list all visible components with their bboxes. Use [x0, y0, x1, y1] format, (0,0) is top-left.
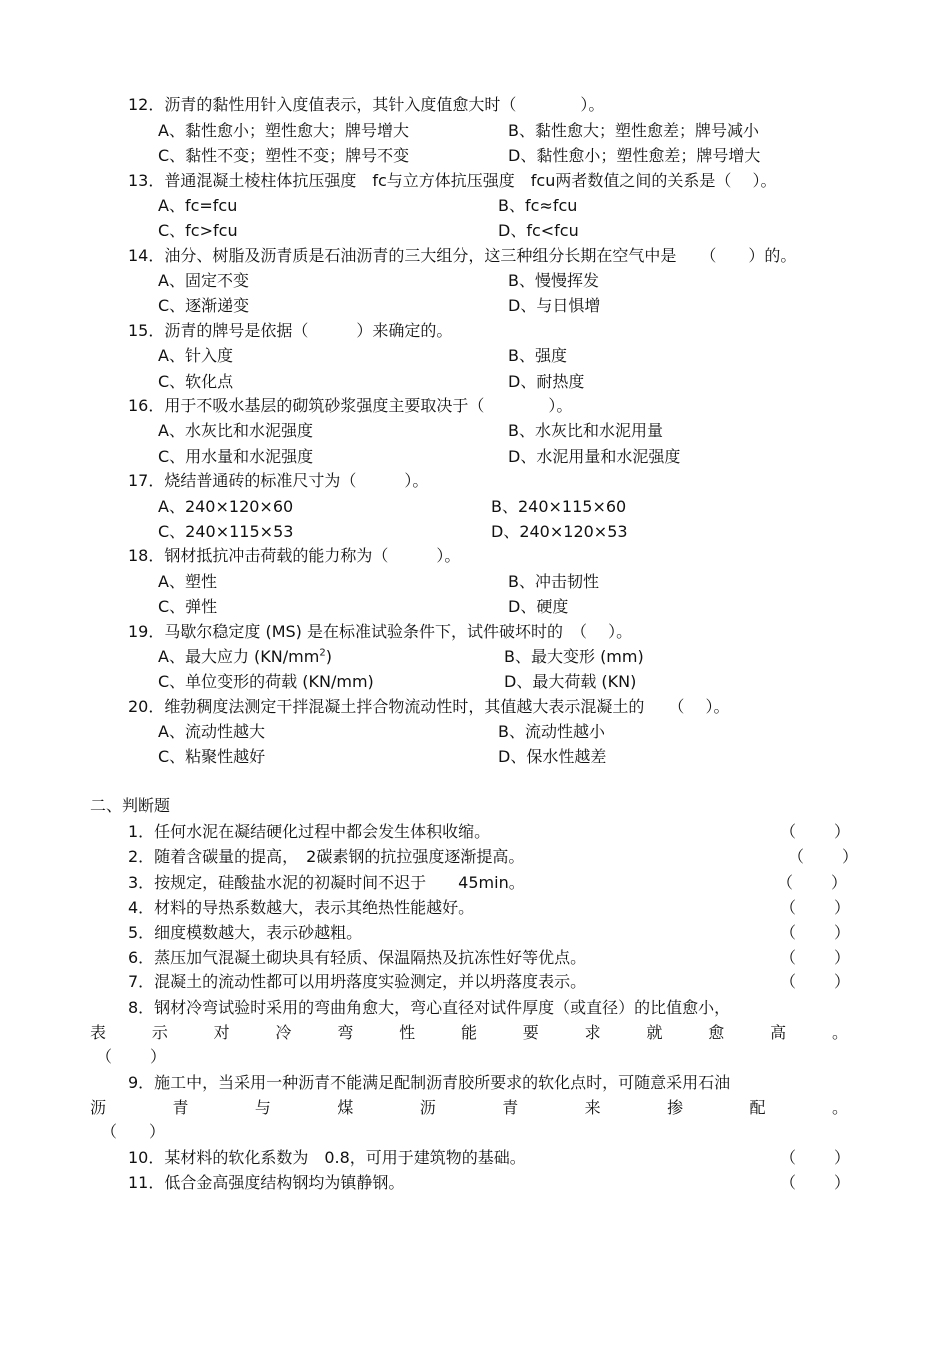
- judgment-9-char: 煤: [337, 1098, 354, 1117]
- question-12-option-d: D、黏性愈小；塑性愈差；牌号增大: [508, 146, 761, 165]
- question-16-option-d: D、水泥用量和水泥强度: [508, 447, 681, 466]
- judgment-5-text: 5．细度模数越大，表示砂越粗。: [128, 923, 363, 942]
- paren-close: ）: [833, 923, 850, 942]
- question-13-option-c: C、fc>fcu: [158, 221, 238, 240]
- judgment-9-char: 沥: [90, 1098, 107, 1117]
- paren-open: （: [96, 1047, 113, 1066]
- judgment-8-char: 高: [770, 1023, 787, 1042]
- judgment-9-char: 来: [584, 1098, 601, 1117]
- paren-close: ）: [833, 1148, 850, 1167]
- question-17-option-c: C、240×115×53: [158, 522, 294, 541]
- judgment-8-char: 性: [399, 1023, 416, 1042]
- question-16-option-a: A、水灰比和水泥强度: [158, 421, 313, 440]
- judgment-1-text: 1．任何水泥在凝结硬化过程中都会发生体积收缩。: [128, 822, 491, 841]
- question-18-option-a: A、塑性: [158, 572, 217, 591]
- question-13-option-d: D、fc<fcu: [498, 221, 579, 240]
- judgment-9-char: 。: [831, 1098, 848, 1117]
- judgment-8-char: 弯: [337, 1023, 354, 1042]
- paren-close: ）: [833, 898, 850, 917]
- question-12-option-b: B、黏性愈大；塑性愈差；牌号减小: [508, 121, 759, 140]
- judgment-8-line-1: 8．钢材冷弯试验时采用的弯曲角愈大，弯心直径对试件厚度（或直径）的比值愈小，: [128, 998, 731, 1017]
- question-15-option-c: C、软化点: [158, 372, 234, 391]
- paren-close: ）: [148, 1122, 165, 1141]
- question-18-option-c: C、弹性: [158, 597, 218, 616]
- question-17-option-b: B、240×115×60: [491, 497, 627, 516]
- paren-close: ）: [149, 1047, 166, 1066]
- paren-open: （: [780, 972, 797, 991]
- judgment-6-text: 6．蒸压加气混凝土砌块具有轻质、保温隔热及抗冻性好等优点。: [128, 948, 587, 967]
- judgment-7-answer-blank: [780, 972, 850, 992]
- question-19-option-a-superscript: 2: [319, 647, 326, 659]
- question-19-option-a-text: A、最大应力 (KN/mm: [158, 647, 320, 666]
- judgment-9-answer-blank: [101, 1122, 165, 1142]
- question-15-option-d: D、耐热度: [508, 372, 585, 391]
- question-13-option-a: A、fc=fcu: [158, 196, 238, 215]
- paren-close: ）: [830, 873, 847, 892]
- question-16-option-b: B、水灰比和水泥用量: [508, 421, 663, 440]
- question-20-option-a: A、流动性越大: [158, 722, 265, 741]
- question-18-option-d: D、硬度: [508, 597, 569, 616]
- question-14-option-c: C、逐渐递变: [158, 296, 250, 315]
- judgment-8-answer-blank: [96, 1047, 166, 1067]
- question-20-option-c: C、粘聚性越好: [158, 747, 266, 766]
- paren-open: （: [780, 1148, 797, 1167]
- judgment-9-char: 配: [749, 1098, 766, 1117]
- judgment-3-text: 3．按规定，硅酸盐水泥的初凝时间不迟于 45min。: [128, 873, 525, 892]
- question-12-option-c: C、黏性不变；塑性不变；牌号不变: [158, 146, 410, 165]
- judgment-8-char: 对: [213, 1023, 230, 1042]
- judgment-10-text: 10．某材料的软化系数为 0.8，可用于建筑物的基础。: [128, 1148, 526, 1167]
- question-19-option-b: B、最大变形 (mm): [504, 647, 644, 666]
- question-12-option-a: A、黏性愈小；塑性愈大；牌号增大: [158, 121, 409, 140]
- judgment-9-line-1: 9．施工中，当采用一种沥青不能满足配制沥青胶所要求的软化点时，可随意采用石油: [128, 1073, 731, 1092]
- judgment-6-answer-blank: [780, 948, 850, 968]
- judgment-1-answer-blank: [780, 822, 850, 842]
- question-19-option-a-tail: ): [325, 647, 332, 666]
- question-15-option-b: B、强度: [508, 346, 567, 365]
- question-12-stem: 12．沥青的黏性用针入度值表示，其针入度值愈大时（ ）。: [128, 95, 605, 114]
- question-19-stem: 19．马歇尔稳定度 (MS) 是在标准试验条件下，试件破坏时的 （ ）。: [128, 622, 633, 641]
- judgment-2-answer-blank: [788, 847, 858, 867]
- paren-open: （: [780, 898, 797, 917]
- judgment-11-text: 11．低合金高强度结构钢均为镇静钢。: [128, 1173, 405, 1192]
- judgment-10-answer-blank: [780, 1148, 850, 1168]
- question-19-option-a: [158, 647, 332, 667]
- paren-open: （: [780, 822, 797, 841]
- judgment-9-char: 青: [172, 1098, 189, 1117]
- question-16-stem: 16．用于不吸水基层的砌筑砂浆强度主要取决于（ ）。: [128, 396, 573, 415]
- question-18-option-b: B、冲击韧性: [508, 572, 599, 591]
- judgment-9-char: 沥: [419, 1098, 436, 1117]
- question-15-option-a: A、针入度: [158, 346, 233, 365]
- question-16-option-c: C、用水量和水泥强度: [158, 447, 314, 466]
- paren-open: （: [788, 847, 805, 866]
- question-14-option-d: D、与日惧增: [508, 296, 601, 315]
- paren-open: （: [777, 873, 794, 892]
- paren-close: ）: [841, 847, 858, 866]
- judgment-5-answer-blank: [780, 923, 850, 943]
- judgment-8-line-2: [90, 1023, 848, 1043]
- judgment-7-text: 7．混凝土的流动性都可以用坍落度实验测定，并以坍落度表示。: [128, 972, 587, 991]
- judgment-9-line-2: [90, 1098, 848, 1118]
- judgment-8-char: 能: [460, 1023, 477, 1042]
- question-19-option-c: C、单位变形的荷载 (KN/mm): [158, 672, 374, 691]
- question-20-option-d: D、保水性越差: [498, 747, 607, 766]
- judgment-8-char: 冷: [275, 1023, 292, 1042]
- judgment-4-text: 4．材料的导热系数越大，表示其绝热性能越好。: [128, 898, 475, 917]
- question-14-option-b: B、慢慢挥发: [508, 271, 599, 290]
- section-2-title: 二、判断题: [90, 796, 171, 815]
- judgment-8-char: 要: [522, 1023, 539, 1042]
- judgment-9-char: 与: [254, 1098, 271, 1117]
- judgment-4-answer-blank: [780, 898, 850, 918]
- judgment-9-char: 青: [502, 1098, 519, 1117]
- judgment-11-answer-blank: [780, 1173, 850, 1193]
- judgment-8-char: 表: [90, 1023, 107, 1042]
- question-15-stem: 15．沥青的牌号是依据（ ）来确定的。: [128, 321, 453, 340]
- paren-close: ）: [833, 822, 850, 841]
- paren-close: ）: [833, 948, 850, 967]
- judgment-9-char: 掺: [667, 1098, 684, 1117]
- judgment-8-char: 求: [584, 1023, 601, 1042]
- question-19-option-d: D、最大荷载 (KN): [504, 672, 637, 691]
- question-17-option-a: A、240×120×60: [158, 497, 294, 516]
- judgment-3-answer-blank: [777, 873, 847, 893]
- question-17-option-d: D、240×120×53: [491, 522, 628, 541]
- judgment-8-char: 示: [151, 1023, 168, 1042]
- paren-open: （: [780, 1173, 797, 1192]
- question-14-option-a: A、固定不变: [158, 271, 249, 290]
- judgment-2-text: 2．随着含碳量的提高， 2碳素钢的抗拉强度逐渐提高。: [128, 847, 525, 866]
- question-13-stem: 13．普通混凝土棱柱体抗压强度 fc与立方体抗压强度 fcu两者数值之间的关系是（ ）。: [128, 171, 777, 190]
- paren-close: ）: [833, 972, 850, 991]
- question-17-stem: 17．烧结普通砖的标准尺寸为（ ）。: [128, 471, 429, 490]
- question-20-option-b: B、流动性越小: [498, 722, 605, 741]
- paren-open: （: [780, 923, 797, 942]
- question-13-option-b: B、fc≈fcu: [498, 196, 578, 215]
- judgment-8-char: 愈: [708, 1023, 725, 1042]
- judgment-8-char: 。: [831, 1023, 848, 1042]
- paren-open: （: [780, 948, 797, 967]
- question-14-stem: 14．油分、树脂及沥青质是石油沥青的三大组分，这三种组分长期在空气中是 （ ）的。: [128, 246, 797, 265]
- judgment-8-char: 就: [646, 1023, 663, 1042]
- question-20-stem: 20．维勃稠度法测定干拌混凝土拌合物流动性时，其值越大表示混凝土的 （ ）。: [128, 697, 730, 716]
- paren-open: （: [101, 1122, 118, 1141]
- paren-close: ）: [833, 1173, 850, 1192]
- question-18-stem: 18．钢材抵抗冲击荷载的能力称为（ ）。: [128, 546, 461, 565]
